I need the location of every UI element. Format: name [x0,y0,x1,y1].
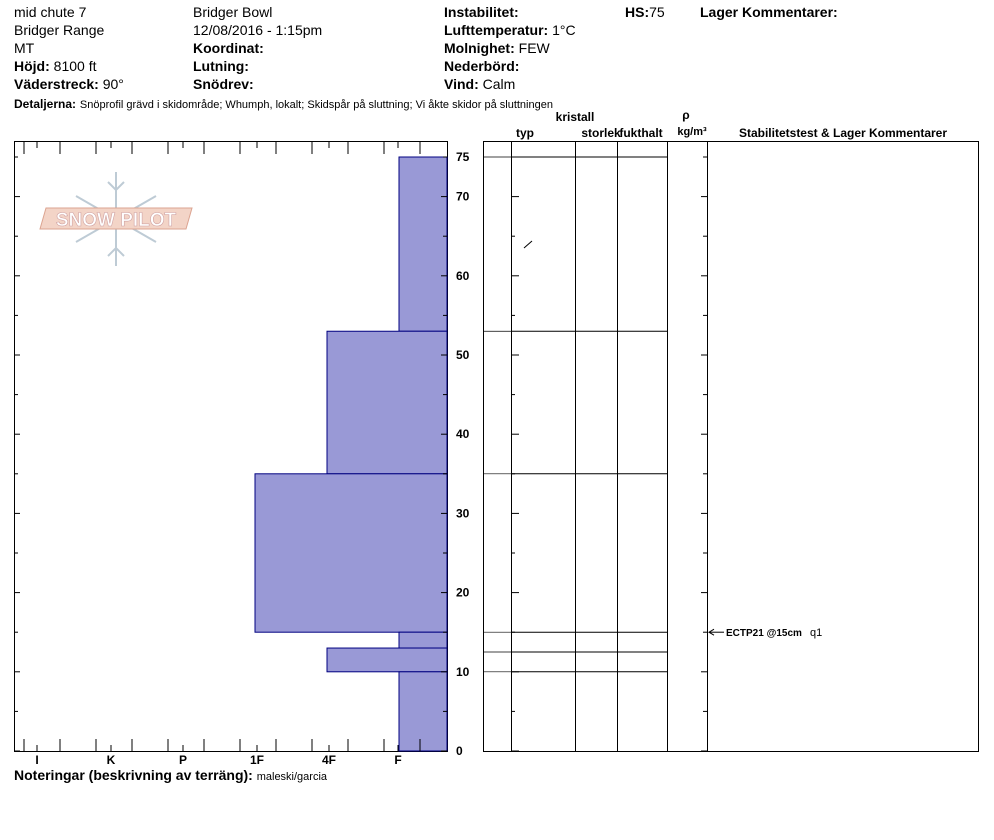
layer-bar-1 [327,331,447,474]
wind-label: Vind: [444,76,479,92]
hs-label: HS: [625,4,650,20]
rho-header: ρ [682,108,690,122]
notes-value: maleski/garcia [256,771,328,783]
grain-type-symbol [524,241,532,248]
hs-value: 75 [649,4,665,20]
test-quality-0: q1 [810,627,823,640]
observation-datetime: 12/08/2016 - 1:15pm [193,22,323,38]
x-tick-label-P: P [178,753,188,767]
y-tick-label-30: 30 [456,506,470,521]
layer-comments-label: Lager Kommentarer: [700,4,838,20]
details-text: Snöprofil grävd i skidområde; Whumph, lokalt; Skidspår på sluttning; Vi åkte skidor på sluttningen [79,99,553,111]
layer-bar-0 [399,157,447,331]
layer-bars [255,157,447,751]
moisture-header: fukthalt [619,126,663,140]
type-header: typ [516,126,534,140]
y-tick-label-40: 40 [456,427,470,442]
stability-header: Stabilitetstest & Lager Kommentarer [738,126,948,140]
layer-table-frame [484,142,979,752]
air-temp-label: Lufttemperatur: [444,22,549,38]
air-temp-value: 1°C [552,22,576,38]
instability-label: Instabilitet: [444,4,519,20]
size-header: storlek [581,126,621,140]
y-tick-label-70: 70 [456,189,470,204]
layer-bar-2 [255,474,447,632]
x-tick-label-1F: 1F [249,753,265,767]
area-name: Bridger Bowl [193,4,273,20]
y-tick-label-20: 20 [456,585,470,600]
x-tick-label-4F: 4F [321,753,337,767]
state-name: MT [14,40,35,56]
stability-tests [709,627,822,639]
cloud-value: FEW [518,40,550,56]
test-label-0: ECTP21 @15cm [726,628,802,640]
table-depth-ticks [511,157,707,751]
y-tick-label-0: 0 [456,744,463,758]
y-tick-label-75: 75 [456,150,470,164]
range-name: Bridger Range [14,22,105,38]
logo-text: SNOW PILOT [55,210,177,231]
notes-row [14,767,327,785]
notes-label: Noteringar (beskrivning av terräng): [14,767,253,783]
slope-label: Lutning: [193,58,249,74]
location-name: mid chute 7 [14,4,87,20]
details-label: Detaljerna: [14,97,77,111]
snow-drift-label: Snödrev: [193,76,254,92]
layer-bar-5 [399,672,447,751]
y-tick-label-50: 50 [456,348,470,362]
cloud-label: Molnighet: [444,40,515,56]
layer-table-columns [512,141,708,751]
x-tick-label-F: F [394,753,402,767]
x-tick-label-K: K [106,753,116,767]
snowpilot-logo [40,172,192,266]
density-unit-header: kg/m³ [677,126,707,138]
aspect-label: Väderstreck: [14,76,99,92]
coordinate-label: Koordinat: [193,40,264,56]
y-tick-label-60: 60 [456,268,470,283]
precip-label: Nederbörd: [444,58,520,74]
x-tick-label-I: I [35,753,39,767]
elevation-label: Höjd: [14,58,50,74]
aspect-value: 90° [102,76,124,92]
crystal-header: kristall [555,110,595,124]
y-tick-label-10: 10 [456,664,470,679]
layer-bar-4 [327,648,447,672]
layer-bar-3 [399,632,447,648]
wind-value: Calm [482,76,516,92]
elevation-value: 8100 ft [53,58,97,74]
